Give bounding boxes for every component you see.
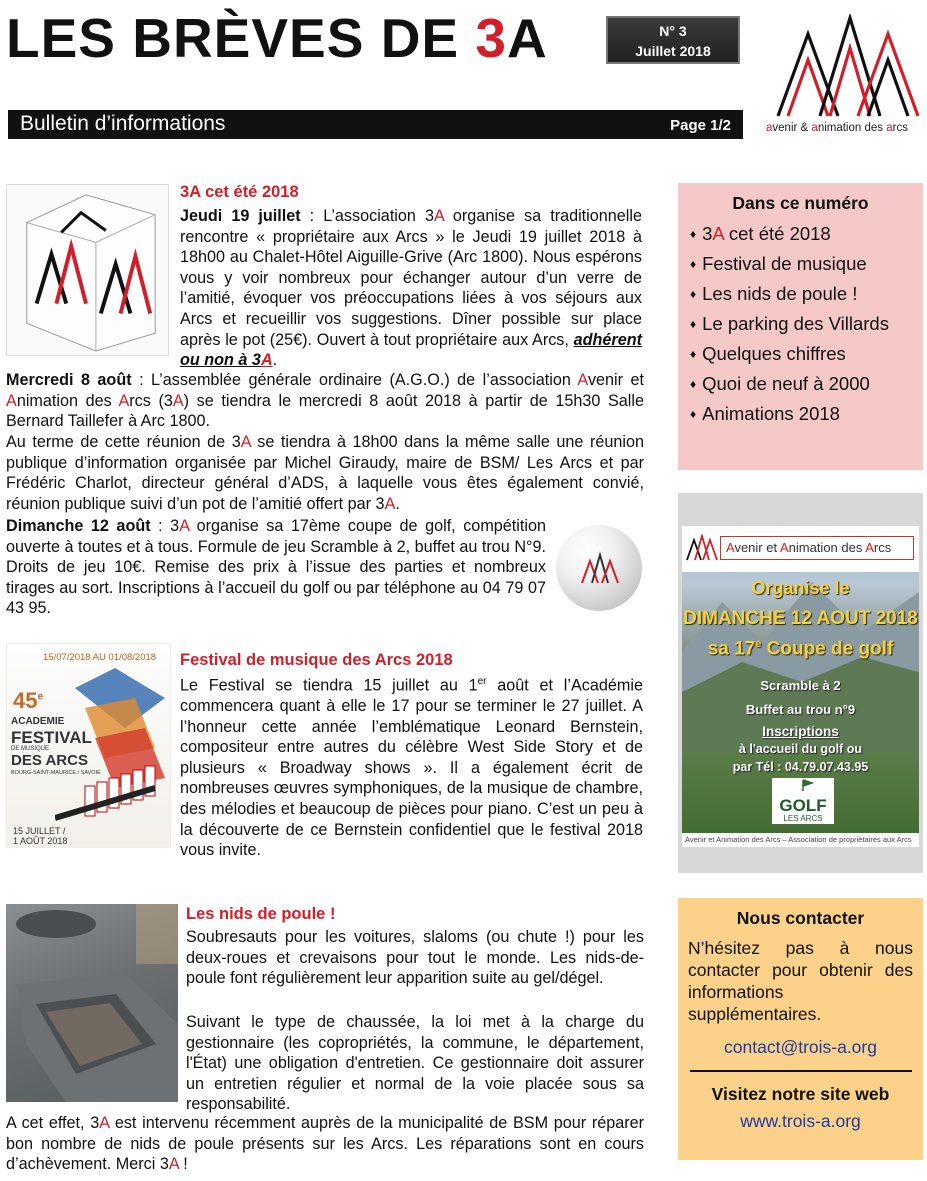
issue-badge xyxy=(606,16,740,64)
cube-logo-image xyxy=(6,184,169,356)
golf-ball-logo xyxy=(556,525,642,611)
issue-number: N° 3 xyxy=(659,23,687,39)
poster-footer: Avenir et Animation des Arcs – Association de propriétaires aux Arcs xyxy=(682,833,919,847)
golf-poster: Organise le DIMANCHE 12 AOUT 2018 sa 17e Coupe de golf Scramble à 2 Buffet au trou n°9 Inscriptions à l'accueil du golf ou par Tél : 04.79.07.43.95 xyxy=(682,526,919,846)
contact-email-link[interactable]: contact@trois-a.org xyxy=(724,1037,877,1057)
contents-item[interactable]: ♦ Quelques chiffres xyxy=(690,343,846,364)
festival-poster-image: 15/07/2018 AU 01/08/2018 45e ACADEMIE FESTIVAL DE MUSIQUE DES ARCS BOURG-SAINT-MAURICE / SAVOIE 15 JUILLET / 1 AOÛT 2018 xyxy=(6,643,171,848)
paragraph-dimanche: Dimanche 12 août : 3A organise sa 17ème coupe de golf, compétition ouverte à toutes et à tous. Formule de jeu Scramble à 2, buffet au trou N°9. Droits de jeu 10€. Remise des prix à l’issue des parties et nombreux tirages au sort. Inscriptions à l’accueil du golf ou par téléphone au 04 79 07 43 95. xyxy=(6,517,546,618)
paragraph-mercredi: Mercredi 8 août : L’assemblée générale ordinaire (A.G.O.) de l’association Avenir et Animation des Arcs (3A) se tiendra le mercredi 8 août 2018 à partir de 15h30 Salle Bernard Taillefer à Arc 1800. xyxy=(6,371,644,431)
association-logo xyxy=(770,14,920,136)
logo-caption: avenir & animation des arcs xyxy=(766,122,908,134)
article-title-potholes: Les nids de poule ! xyxy=(186,905,336,923)
golf-les-arcs-logo: GOLF LES ARCS xyxy=(772,778,834,824)
contents-item[interactable]: ♦ 3A cet été 2018 xyxy=(690,223,831,244)
article-title-festival: Festival de musique des Arcs 2018 xyxy=(180,651,453,669)
paragraph-potholes-3: A cet effet, 3A est intervenu récemment auprès de la municipalité de BSM pour réparer bon nombre de nids de poule présents sur les Arcs. Les réparations sont en cours d’achèvement. Merci 3A ! xyxy=(6,1114,645,1174)
subtitle-bar xyxy=(8,110,743,139)
paragraph-potholes-1: Soubresauts pour les voitures, slaloms (ou chute !) pour les deux-roues et crevaisons pour tout le monde. Les nids-de-poule font régulièrement leur apparition suite au gel/dégel. xyxy=(186,928,644,988)
poster-logo-icon xyxy=(686,534,718,562)
page-indicator: Page 1/2 xyxy=(670,117,731,134)
contents-item[interactable]: ♦ Animations 2018 xyxy=(690,403,840,424)
paragraph-reunion: Au terme de cette réunion de 3A se tiendra à 18h00 dans la même salle une réunion publique d’information organisée par Michel Giraudy, maire de BSM/ Les Arcs et par Frédéric Charlot, directeur général d’ADS, à laquelle vous êtes également convié, réunion publique suivi d’un pot de l’amitié offert par 3A. xyxy=(6,433,644,513)
festival-illustration xyxy=(55,668,170,833)
contents-item[interactable]: ♦ Festival de musique xyxy=(690,253,867,274)
website-title: Visitez notre site web xyxy=(711,1084,890,1104)
subtitle: Bulletin d’informations xyxy=(20,112,226,135)
paragraph-potholes-2: Suivant le type de chaussée, la loi met à la charge du gestionnaire (les copropriétés, la commune, le département, l'État) une obligation d'entretien. Ce gestionnaire doit assurer un entretien régulier et normal de la voie placée sous sa responsabilité. xyxy=(186,1013,644,1114)
contact-text: N’hésitez pas à nous contacter pour obtenir des informations supplémentaires. xyxy=(688,938,913,1024)
pothole-photo xyxy=(6,904,178,1102)
golf-ball-image xyxy=(556,525,642,611)
paragraph-festival: Le Festival se tiendra 15 juillet au 1er août et l’Académie commencera quant à elle le 17 pour se terminer le 27 juillet. A l’honneur cette année l’emblématique Leonard Bernstein, compositeur entre autres du célèbre West Side Story et de plusieurs « Broadway shows ». Il a également écrit de nombreuses œuvres symphoniques, de la musique de chambre, des mélodies et beaucoup de pièces pour piano. C’est un peu à la découverte de ce Bernstein confidentiel que le festival 2018 vous invite. xyxy=(180,676,643,860)
contact-title: Nous contacter xyxy=(736,908,865,928)
newsletter-title: LES BRÈVES DE 3A xyxy=(6,7,548,69)
contents-item[interactable]: ♦ Les nids de poule ! xyxy=(690,283,858,304)
golf-flag-icon xyxy=(772,778,834,792)
issue-date: Juillet 2018 xyxy=(635,43,711,59)
contents-list xyxy=(678,220,923,430)
contents-item[interactable]: ♦ Quoi de neuf à 2000 xyxy=(690,373,870,394)
contents-item[interactable]: ♦ Le parking des Villards xyxy=(690,313,889,334)
contents-box xyxy=(678,183,923,470)
paragraph-jeudi: Jeudi 19 juillet : L’association 3A organise sa traditionnelle rencontre « propriétaire aux Arcs » le Jeudi 19 juillet 2018 à 18h00 au Chalet-Hôtel Aiguille-Grive (Arc 1800). Nous espérons vous y voir nombreux pour échanger autour d’un verre de l’amitié, évoquer vos préoccupations liées à vos séjours aux Arcs et recueillir vos suggestions. Dîner possible sur place après le pot (25€). Ouvert à tout propriétaire aux Arcs, adhérent ou non à 3A. xyxy=(180,207,642,370)
contents-title: Dans ce numéro xyxy=(732,193,869,213)
pothole-illustration xyxy=(6,904,178,1102)
divider xyxy=(690,1070,912,1072)
poster-header xyxy=(682,526,919,572)
website-link[interactable]: www.trois-a.org xyxy=(740,1111,861,1131)
poster-association-name: Avenir et Animation des Arcs xyxy=(720,536,914,560)
contact-box xyxy=(678,898,923,1160)
article-title-3a-summer: 3A cet été 2018 xyxy=(180,183,299,201)
